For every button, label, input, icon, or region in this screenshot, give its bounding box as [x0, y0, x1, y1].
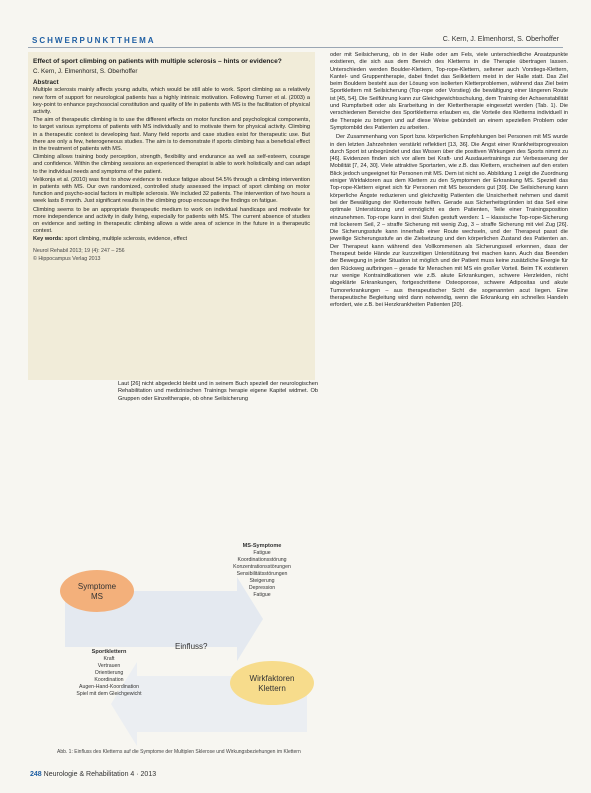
- abstract-copyright: © Hippocampus Verlag 2013: [33, 255, 101, 262]
- sport-item: Vertrauen: [97, 663, 121, 669]
- symptome-ellipse: [60, 570, 134, 612]
- ms-item: Fatigue: [253, 550, 271, 556]
- wirk-label-1: Wirkfaktoren: [249, 674, 295, 683]
- abstract-paragraph: Velikonja et al. (2010) was first to show evidence to reduce fatigue about 54.5% through a climbing intervention in patients with MS. Our own randomized, controlled study assessed the impact of sport climbing on motor function and psycho-social factors in multiple sclerosis. We included 32 patients. The intervention of two hours a week lasts 8 month. Just significant results in the climbing group encourage the findings on fatigue.: [33, 176, 310, 205]
- ms-item: Fatigue: [253, 592, 271, 598]
- header-authors: C. Kern, J. Elmenhorst, S. Oberhoffer: [442, 36, 559, 43]
- ms-item: Konzentrationsstörungen: [233, 564, 291, 570]
- page-header: [28, 0, 563, 45]
- ms-symptoms-list: [207, 543, 317, 599]
- journal-name: Neurologie & Rehabilitation 4 · 2013: [43, 771, 157, 778]
- wirk-label-2: Klettern: [258, 684, 286, 693]
- abstract-keywords: [33, 236, 310, 243]
- sport-heading: Sportklettern: [91, 649, 127, 655]
- right-column-text: [330, 52, 568, 311]
- left-column-text: [118, 381, 318, 403]
- symptome-label-2: MS: [91, 592, 103, 601]
- body-paragraph: oder mit Seilsicherung, ob in der Halle oder am Fels, viele unterschiedliche Ansatzpunkte existieren, die sich aus dem Bereich des Kletterns in die Therapie übertragen lassen. Unterschieden werden Boulder-Klettern, Top-rope-Klettern, seltener auch Vorstiegs-Klettern, Kantel- und Gruppentherapie, dabei findet das Seilklettern meist in der Halle statt. Das Ziel beim Bouldern besteht aus der Lösung von isolierten Kletterproblemen, während das Ziel beim Sportklettern mit Seilsicherung (Top-rope oder Vorstieg) die bewältigung einer längeren Route ist [45, 54]. Die Seilführung kann zur Gleichgewichtsschulung, dem Training der Achsenstabilität und Rumpfarbeit oder als Erarbeitung in der Klettertherapie eingesetzt werden (Tab. 1). Die verschiedenen Bereiche des Sportkletterns erlauben es, die Vorteile des Kletterns individuell in die Therapie zu bringen und auf diese Weise gebündelt an einem speziellen Problem oder Symptombild des Patienten zu arbeiten.: [330, 52, 568, 131]
- wirk-ellipse: [230, 661, 314, 705]
- section-label: SCHWERPUNKTTHEMA: [32, 36, 156, 45]
- abstract-paragraph: Climbing seems to be an appropriate therapeutic medium to work on individual handicaps and motivate for more independence and activity in daily living, especially for patients with MS. The current absence of studies on evidence and setting in therapeutic climbing allows a wide area of science in the future in a therapeutic context.: [33, 206, 310, 235]
- ms-item: Sensibilitätsstörungen: [236, 571, 288, 577]
- keywords-label: Key words:: [33, 236, 64, 243]
- body-paragraph: Laut [26] nicht abgedeckt bleibt und in seinem Buch speziell der neurologischen Rehabilitation und medizinischen Trainings herapie eigene Kapitel widmet. Ob Gruppen oder Einzeltherapie, ob ohne Seilsicherung: [118, 381, 318, 402]
- sport-list: [57, 649, 161, 698]
- figure-caption: Abb. 1: Einfluss des Kletterns auf die Symptome der Multiplen Sklerose und Wirkungsbeziehungen im Klettern: [57, 749, 301, 755]
- sport-item: Augen-Hand-Koordination: [79, 684, 139, 690]
- einfluss-label: Einfluss?: [175, 642, 208, 651]
- page-footer: [30, 771, 156, 778]
- sport-item: Kraft: [103, 656, 115, 662]
- ms-heading: MS-Symptome: [242, 543, 282, 549]
- abstract-heading: Abstract: [33, 79, 59, 87]
- body-paragraph: Der Zusammenhang von Sport bzw. körperlichen Empfehlungen bei Personen mit MS wurde in den letzten Jahrzehnten verstärkt reflektiert [13, 36]. Die Angst einer Krankheitsprogression durch Sport ist unbegründet und das Wissen über die positiven Wirkungen des Sports nimmt zu [46]. Evidenzen finden sich vor allem bei Kraft- und Ausdauertrainings zur Verbesserung der Mobilität [7, 24, 30]. Viele attraktive Sportarten, wie z.B. das Klettern, erscheinen auf den ersten Blick jedoch ungeeignet für Personen mit MS. Dem ist nicht so. Abbildung 1 zeigt die Zuordnung einiger Wirkfaktoren aus dem Klettern zu den Symptomen der Erkrankung MS. Speziell das Top-rope-Klettern eignet sich für Personen mit MS besonders gut [39]. Die Seilsicherung kann körperliche Ängste reduzieren und gleichzeitig Patienten die Unsicherheit nehmen und damit bei der Bewältigung der Kletterroute helfen. Gerade aus Sicherheitsgründen ist das Seil eine optimale Unterstützung und ermöglicht es dem Patienten, Teile einer Trainingsposition einzunehmen. Top-rope kann in drei Stufen gestuft werden: 1 – klassische Top-rope-Sicherung mit lockerem Seil, 2 – straffe Sicherung mit wenig Zug, 3 – straffe Sicherung mit viel Zug [26]. Die Sicherungsstufe kann innerhalb einer Route wechseln, und der Therapeut passt die jeweilige Sicherungsstufe an die Zielsetzung und den körperlichen Zustand des Patienten an. Der Therapeut kann während des Vollkommenen als Sicherungsseil erkennen, dass der Therapeut beide Hände zur kurzzeitigen Unterstützung frei machen kann. Auch das Beenden der Bewegung in jeder Situation ist möglich und der Patient muss keine zusätzliche Energie für den Rückweg aufbringen – gerade für Menschen mit MS ein großer Vorteil. Beim TK existieren nur wenige Kontraindikationen wie z.B. akute Erkrankungen, schwere Herzleiden, nicht abgeklärte Erkrankungen, fortgeschrittene Osteoporose, schwere Adipositas und akute Tumorerkrankungen – aus therapeutischer Sicht die sogenannten acut liegen. Eine therapeutische Begleitung wird dann notwendig, wenn die Erkrankung ein schnelles Handeln erfordert, wie z.B. bei Herzkrankheiten Patienten [20].: [330, 134, 568, 309]
- figure-1: [57, 531, 318, 746]
- abstract-paragraph: The aim of therapeutic climbing is to use the different effects on motor function and psychological components, to target various symptoms of patients with MS individually and to motivate them for physical activity. Climbing in a therapeutic context is developing fast. Many field reports and case studies exist for therapeutic use. But there are only a few, heterogeneous studies. The aim is to demonstrate if sports climbing has a beneficial effect in the treatment of patients with MS.: [33, 117, 310, 153]
- symptome-label-1: Symptome: [77, 582, 117, 591]
- abstract-authors: C. Kern, J. Elmenhorst, S. Oberhoffer: [33, 68, 138, 75]
- abstract-paragraph: Multiple sclerosis mainly affects young adults, which would be still able to work. Sport climbing as a relatively new form of support for neurological patients has a highly intrinsic motivation. Following Turner et al. (2003) a key-point to enhance psychosocial constitution and quality of life in patients with MS is the facilitation of physical activity.: [33, 87, 310, 116]
- page-number: 248: [30, 771, 42, 778]
- ms-item: Depression: [248, 585, 276, 591]
- abstract-title: Effect of sport climbing on patients with multiple sclerosis – hints or evidence?: [33, 58, 282, 65]
- abstract-citation: Neurol Rehabil 2013; 19 (4): 247 – 256: [33, 247, 125, 254]
- abstract-box: [28, 52, 315, 380]
- ms-item: Koordinationsstörung: [237, 557, 287, 563]
- sport-item: Spiel mit dem Gleichgewicht: [76, 691, 142, 697]
- header-rule: [28, 47, 563, 48]
- abstract-paragraph: Climbing allows training body perception, strength, flexibility and endurance as well as self-esteem, courage and confidence. Within the climbing sessions an experienced therapist is able to work holistically and can adapt to the individual needs and symptoms of the patient.: [33, 154, 310, 175]
- keywords-text: sport climbing, multiple sclerosis, evidence, effect: [64, 236, 188, 243]
- sport-item: Koordination: [94, 677, 124, 683]
- sport-item: Orientierung: [94, 670, 124, 676]
- ms-item: Steigerung: [249, 578, 275, 584]
